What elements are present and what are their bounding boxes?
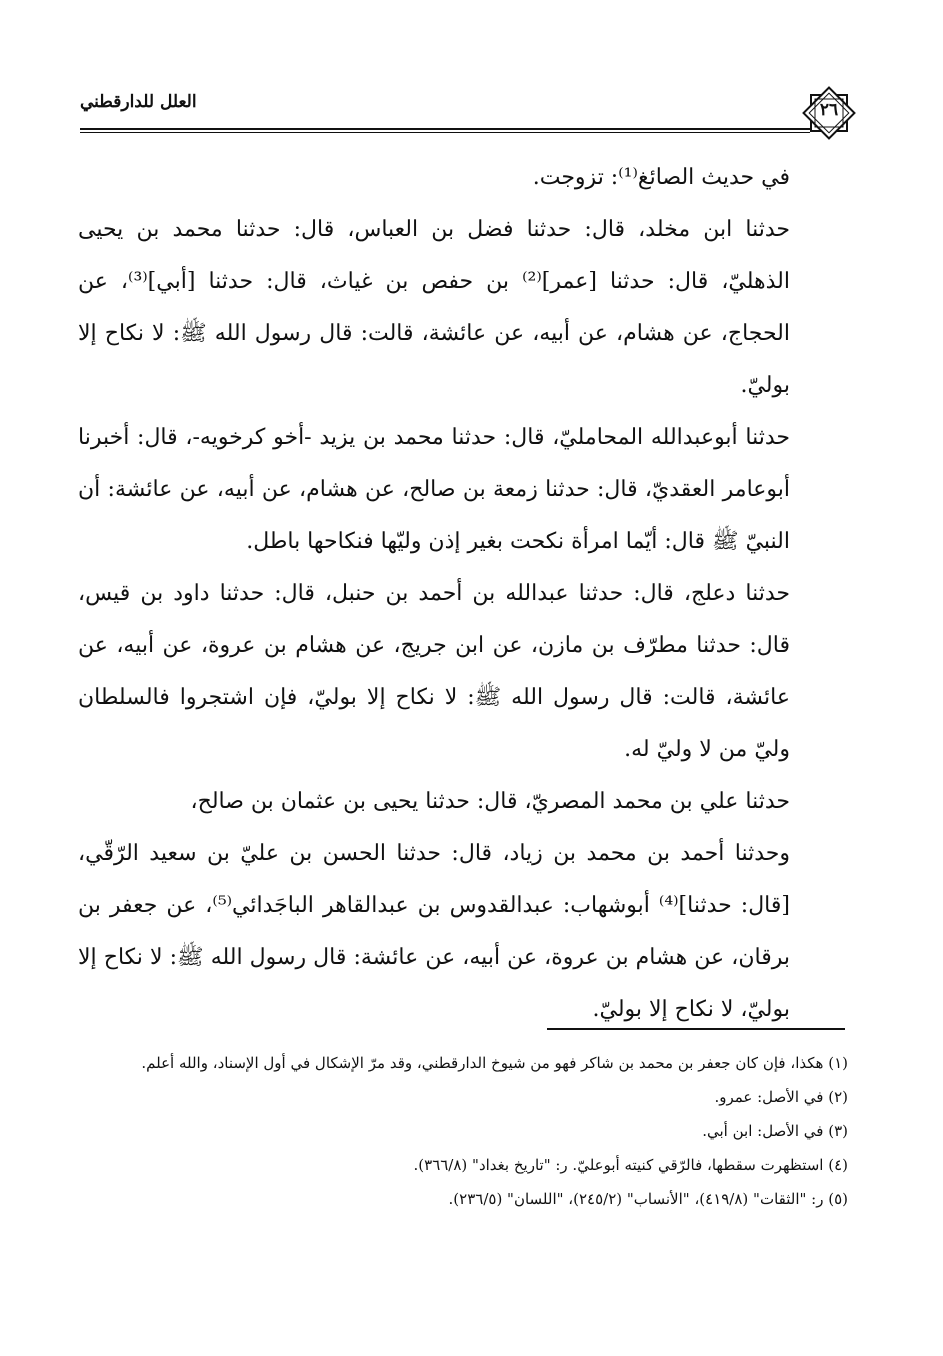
main-text	[78, 152, 848, 1036]
page-header	[80, 86, 860, 134]
footnotes	[78, 1046, 848, 1216]
running-title: العلل للدارقطني	[80, 92, 197, 112]
paragraph: وحدثنا أحمد بن محمد بن زياد، قال: حدثنا الحسن بن عليّ بن سعيد الرّقّي، [قال: حدثنا]⁽⁴⁾ أبوشهاب: عبدالقدوس بن عبدالقاهر الباجَدائي⁽⁵⁾، عن جعفر بن برقان، عن هشام بن عروة، عن أبيه، عن عائشة: قال رسول الله ﷺ: لا نكاح إلا بوليّ، لا نكاح إلا بوليّ.	[78, 841, 790, 1022]
paragraph: حدثنا ابن مخلد، قال: حدثنا فضل بن العباس، قال: حدثنا محمد بن يحيى الذهليّ، قال: حدثنا [عمر]⁽²⁾ بن حفص بن غياث، قال: حدثنا [أبي]⁽³⁾، عن الحجاج، عن هشام، عن أبيه، عن عائشة، قالت: قال رسول الله ﷺ: لا نكاح إلا بوليّ.	[78, 217, 790, 398]
footnote: (٤) استظهرت سقطها، فالرّقي كنيته أبوعليّ. ر: "تاريخ بغداد" (٣٦٦/٨).	[413, 1156, 848, 1174]
paragraph: حدثنا علي بن محمد المصريّ، قال: حدثنا يحيى بن عثمان بن صالح،	[190, 789, 790, 814]
header-rule	[80, 128, 810, 130]
footnote: (٣) في الأصل: ابن أبي.	[702, 1122, 848, 1140]
page-number: ٢٦	[819, 100, 839, 120]
paragraph: حدثنا دعلج، قال: حدثنا عبدالله بن أحمد بن حنبل، قال: حدثنا داود بن قيس، قال: حدثنا مطرّف بن مازن، عن ابن جريج، عن هشام بن عروة، عن أبيه، عن عائشة، قالت: قال رسول الله ﷺ: لا نكاح إلا بوليّ، فإن اشتجروا فالسلطان وليّ من لا وليّ له.	[78, 581, 790, 762]
paragraph: حدثنا أبوعبدالله المحامليّ، قال: حدثنا محمد بن يزيد -أخو كرخويه-، قال: أخبرنا أبوعامر العقديّ، قال: حدثنا زمعة بن صالح، عن هشام، عن أبيه، عن عائشة: أن النبيّ ﷺ قال: أيّما امرأة نكحت بغير إذن وليّها فنكاحها باطل.	[78, 425, 790, 554]
page-number-badge	[798, 82, 860, 144]
footnote-separator	[547, 1028, 845, 1030]
footnote: (٢) في الأصل: عمرو.	[714, 1088, 848, 1106]
footnote: (٥) ر: "الثقات" (٤١٩/٨)، "الأنساب" (٢٤٥/٢)، "اللسان" (٢٣٦/٥).	[448, 1190, 848, 1208]
footnote: (١) هكذا، فإن كان جعفر بن محمد بن شاكر فهو من شيوخ الدارقطني، وقد مرّ الإشكال في أول الإسناد، والله أعلم.	[141, 1054, 848, 1072]
paragraph: في حديث الصائغ⁽¹⁾: تزوجت.	[532, 165, 790, 190]
header-rule-thin	[80, 132, 810, 133]
